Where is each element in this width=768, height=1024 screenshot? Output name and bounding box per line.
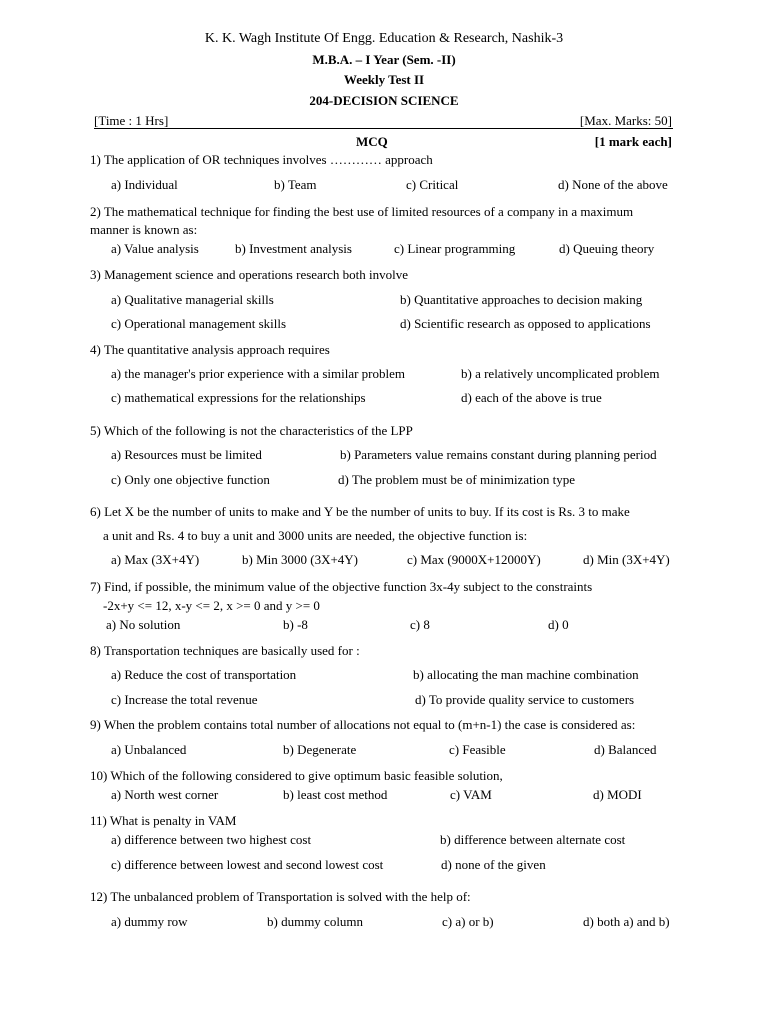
option-1b: b) Team: [274, 177, 317, 192]
max-marks-label: [Max. Marks: 50]: [579, 113, 672, 128]
option-9d: d) Balanced: [594, 742, 657, 757]
option-9c: c) Feasible: [449, 742, 506, 757]
question-2: 2) The mathematical technique for finding the best use of limited resources of a company in a maximum: [90, 204, 634, 219]
option-7d: d) 0: [548, 617, 569, 632]
mark-each-label: [1 mark each]: [594, 134, 672, 149]
option-1d: d) None of the above: [558, 177, 668, 192]
option-11a: a) difference between two highest cost: [111, 832, 312, 847]
question-6: 6) Let X be the number of units to make and Y be the number of units to buy. If its cost is Rs. 3 to make: [90, 504, 630, 519]
option-6d: d) Min (3X+4Y): [583, 552, 670, 567]
option-12a: a) dummy row: [111, 914, 188, 929]
question-9: 9) When the problem contains total number of allocations not equal to (m+n-1) the case is considered as:: [90, 717, 636, 732]
test-title: Weekly Test II: [343, 72, 425, 87]
option-2b: b) Investment analysis: [235, 241, 352, 256]
option-9a: a) Unbalanced: [111, 742, 187, 757]
option-1c: c) Critical: [406, 177, 459, 192]
question-1: 1) The application of OR techniques involves ………… approach: [90, 152, 433, 167]
question-7: 7) Find, if possible, the minimum value of the objective function 3x-4y subject to the constraints: [90, 579, 593, 594]
question-4: 4) The quantitative analysis approach requires: [90, 342, 330, 357]
option-2a: a) Value analysis: [111, 241, 199, 256]
option-6c: c) Max (9000X+12000Y): [407, 552, 541, 567]
header-divider: [94, 128, 673, 129]
option-3a: a) Qualitative managerial skills: [111, 292, 274, 307]
question-8: 8) Transportation techniques are basically used for :: [90, 643, 360, 658]
option-5d: d) The problem must be of minimization type: [338, 472, 575, 487]
question-7-cont: -2x+y <= 12, x-y <= 2, x >= 0 and y >= 0: [103, 598, 320, 613]
option-9b: b) Degenerate: [283, 742, 357, 757]
question-10: 10) Which of the following considered to give optimum basic feasible solution,: [90, 768, 503, 783]
option-4a: a) the manager's prior experience with a similar problem: [111, 366, 406, 381]
option-11b: b) difference between alternate cost: [440, 832, 626, 847]
option-4b: b) a relatively uncomplicated problem: [461, 366, 660, 381]
question-3: 3) Management science and operations research both involve: [90, 267, 409, 282]
question-11: 11) What is penalty in VAM: [90, 813, 237, 828]
option-12d: d) both a) and b): [583, 914, 670, 929]
option-5c: c) Only one objective function: [111, 472, 270, 487]
question-2-cont: manner is known as:: [90, 222, 198, 237]
course-title: M.B.A. – I Year (Sem. -II): [312, 52, 456, 67]
option-10b: b) least cost method: [283, 787, 388, 802]
institute-name: K. K. Wagh Institute Of Engg. Education & Research, Nashik-3: [204, 31, 564, 46]
option-3c: c) Operational management skills: [111, 316, 287, 331]
option-7a: a) No solution: [106, 617, 181, 632]
option-8d: d) To provide quality service to customers: [415, 692, 635, 707]
option-12c: c) a) or b): [442, 914, 494, 929]
option-7c: c) 8: [410, 617, 430, 632]
option-3d: d) Scientific research as opposed to applications: [400, 316, 651, 331]
option-4d: d) each of the above is true: [461, 390, 602, 405]
option-3b: b) Quantitative approaches to decision making: [400, 292, 643, 307]
option-11c: c) difference between lowest and second lowest cost: [111, 857, 384, 872]
option-5b: b) Parameters value remains constant during planning period: [340, 447, 657, 462]
time-label: [Time : 1 Hrs]: [94, 113, 169, 128]
option-10a: a) North west corner: [111, 787, 219, 802]
question-6-cont: a unit and Rs. 4 to buy a unit and 3000 units are needed, the objective function is:: [103, 528, 528, 543]
option-6a: a) Max (3X+4Y): [111, 552, 200, 567]
option-2c: c) Linear programming: [394, 241, 516, 256]
question-12: 12) The unbalanced problem of Transportation is solved with the help of:: [90, 889, 471, 904]
option-8a: a) Reduce the cost of transportation: [111, 667, 297, 682]
subject-title: 204-DECISION SCIENCE: [309, 93, 459, 108]
option-8b: b) allocating the man machine combination: [413, 667, 639, 682]
section-title: MCQ: [356, 134, 388, 149]
option-5a: a) Resources must be limited: [111, 447, 262, 462]
question-5: 5) Which of the following is not the characteristics of the LPP: [90, 423, 413, 438]
option-8c: c) Increase the total revenue: [111, 692, 258, 707]
option-2d: d) Queuing theory: [559, 241, 655, 256]
option-12b: b) dummy column: [267, 914, 364, 929]
option-10d: d) MODI: [593, 787, 642, 802]
option-7b: b) -8: [283, 617, 308, 632]
option-11d: d) none of the given: [441, 857, 546, 872]
option-6b: b) Min 3000 (3X+4Y): [242, 552, 359, 567]
option-4c: c) mathematical expressions for the relationships: [111, 390, 366, 405]
option-10c: c) VAM: [450, 787, 492, 802]
option-1a: a) Individual: [111, 177, 178, 192]
